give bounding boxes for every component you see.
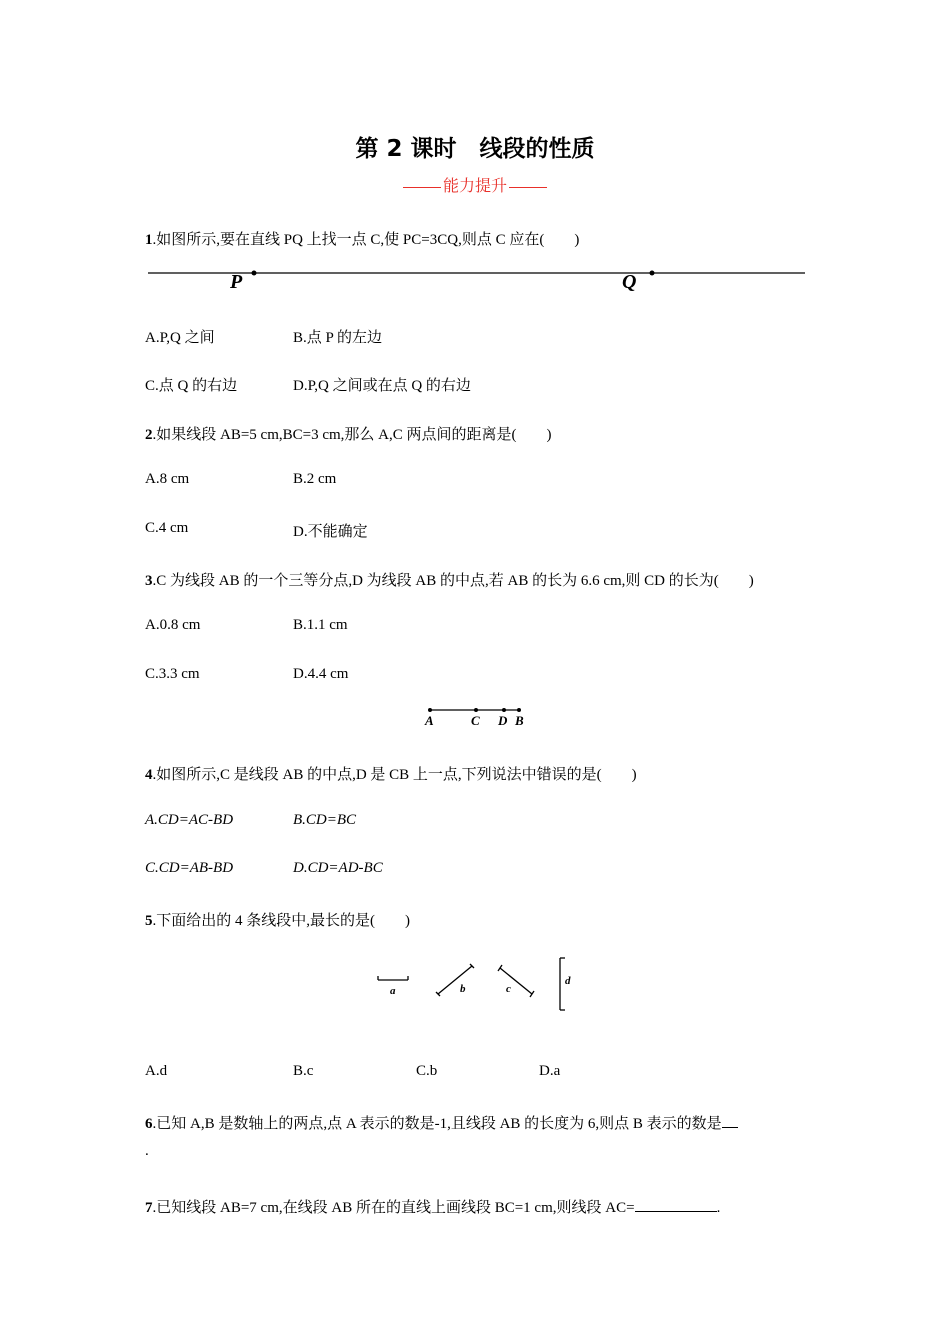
question-1-number: 1 xyxy=(145,232,153,248)
question-3 xyxy=(145,569,754,590)
section-subtitle xyxy=(0,173,950,196)
q1-option-b: B.点 P 的左边 xyxy=(293,330,383,346)
label-b: b xyxy=(460,983,466,995)
question-6 xyxy=(145,1112,738,1133)
question-6-text: .已知 A,B 是数轴上的两点,点 A 表示的数是-1,且线段 AB 的长度为 6,则点 B 表示的数是 xyxy=(152,1116,722,1132)
q2-option-c: C.4 cm xyxy=(145,520,189,536)
q4-option-b: B.CD=BC xyxy=(293,812,357,828)
point-b xyxy=(517,708,521,712)
question-2 xyxy=(145,423,552,444)
point-c xyxy=(474,708,478,712)
q4-option-a: A.CD=AC-BD xyxy=(145,812,234,828)
question-7 xyxy=(145,1196,720,1217)
label-p: P xyxy=(230,271,243,293)
segment-c xyxy=(500,968,532,994)
label-b: B xyxy=(515,713,524,728)
q2-option-d: D.不能确定 xyxy=(293,524,368,540)
label-c: c xyxy=(506,983,511,995)
question-4-number: 4 xyxy=(145,767,153,783)
subtitle-left-rule xyxy=(403,187,441,188)
question-3-number: 3 xyxy=(145,573,153,589)
label-q: Q xyxy=(622,271,637,293)
point-a xyxy=(428,708,432,712)
q4-option-d: D.CD=AD-BC xyxy=(293,860,383,876)
subtitle-right-rule xyxy=(509,187,547,188)
question-7-text: .已知线段 AB=7 cm,在线段 AB 所在的直线上画线段 BC=1 cm,则线段 AC= xyxy=(152,1200,635,1216)
figure-line-pq xyxy=(0,258,950,298)
figure-four-segments xyxy=(370,950,590,1020)
question-6-number: 6 xyxy=(145,1116,153,1132)
label-c: C xyxy=(471,713,480,728)
label-a: a xyxy=(390,985,396,997)
page-title: 第 2 课时 线段的性质 xyxy=(355,136,595,162)
question-7-end: . xyxy=(716,1200,721,1216)
question-4-text: .如图所示,C 是线段 AB 的中点,D 是 CB 上一点,下列说法中错误的是( ) xyxy=(152,767,637,783)
question-7-answer-blank[interactable] xyxy=(635,1211,717,1212)
q3-option-d: D.4.4 cm xyxy=(293,666,349,682)
label-d: d xyxy=(565,975,571,987)
q5-option-c: C.b xyxy=(416,1063,438,1079)
question-2-text: .如果线段 AB=5 cm,BC=3 cm,那么 A,C 两点间的距离是( ) xyxy=(152,427,552,443)
label-d: D xyxy=(498,713,508,728)
q2-option-a: A.8 cm xyxy=(145,471,190,487)
point-q xyxy=(650,271,655,276)
q5-option-d: D.a xyxy=(539,1063,561,1079)
question-7-number: 7 xyxy=(145,1200,153,1216)
q3-option-b: B.1.1 cm xyxy=(293,617,348,633)
q5-option-b: B.c xyxy=(293,1063,314,1079)
question-5-number: 5 xyxy=(145,913,153,929)
point-p xyxy=(252,271,257,276)
q4-option-c: C.CD=AB-BD xyxy=(145,860,234,876)
q1-option-c: C.点 Q 的右边 xyxy=(145,378,238,394)
question-5 xyxy=(145,909,410,930)
question-1-text: .如图所示,要在直线 PQ 上找一点 C,使 PC=3CQ,则点 C 应在( ) xyxy=(152,232,580,248)
question-6-end: . xyxy=(145,1143,149,1159)
question-3-text: .C 为线段 AB 的一个三等分点,D 为线段 AB 的中点,若 AB 的长为 6.6 cm,则 CD 的长为( ) xyxy=(152,573,754,589)
q3-option-a: A.0.8 cm xyxy=(145,617,201,633)
question-2-number: 2 xyxy=(145,427,153,443)
q2-option-b: B.2 cm xyxy=(293,471,337,487)
question-6-answer-blank[interactable] xyxy=(722,1127,738,1128)
question-5-text: .下面给出的 4 条线段中,最长的是( ) xyxy=(152,913,410,929)
segment-b xyxy=(438,966,472,994)
figure-segment-acdb xyxy=(420,700,540,730)
segment-c-tick-high xyxy=(498,965,502,971)
q5-option-a: A.d xyxy=(145,1063,168,1079)
point-d xyxy=(502,708,506,712)
q3-option-c: C.3.3 cm xyxy=(145,666,200,682)
question-4 xyxy=(145,763,637,784)
label-a: A xyxy=(425,713,434,728)
segment-c-tick-low xyxy=(530,991,534,997)
question-1 xyxy=(145,228,579,249)
q1-option-d: D.P,Q 之间或在点 Q 的右边 xyxy=(293,378,471,394)
subtitle-text: 能力提升 xyxy=(442,178,507,195)
q1-option-a: A.P,Q 之间 xyxy=(145,330,215,346)
